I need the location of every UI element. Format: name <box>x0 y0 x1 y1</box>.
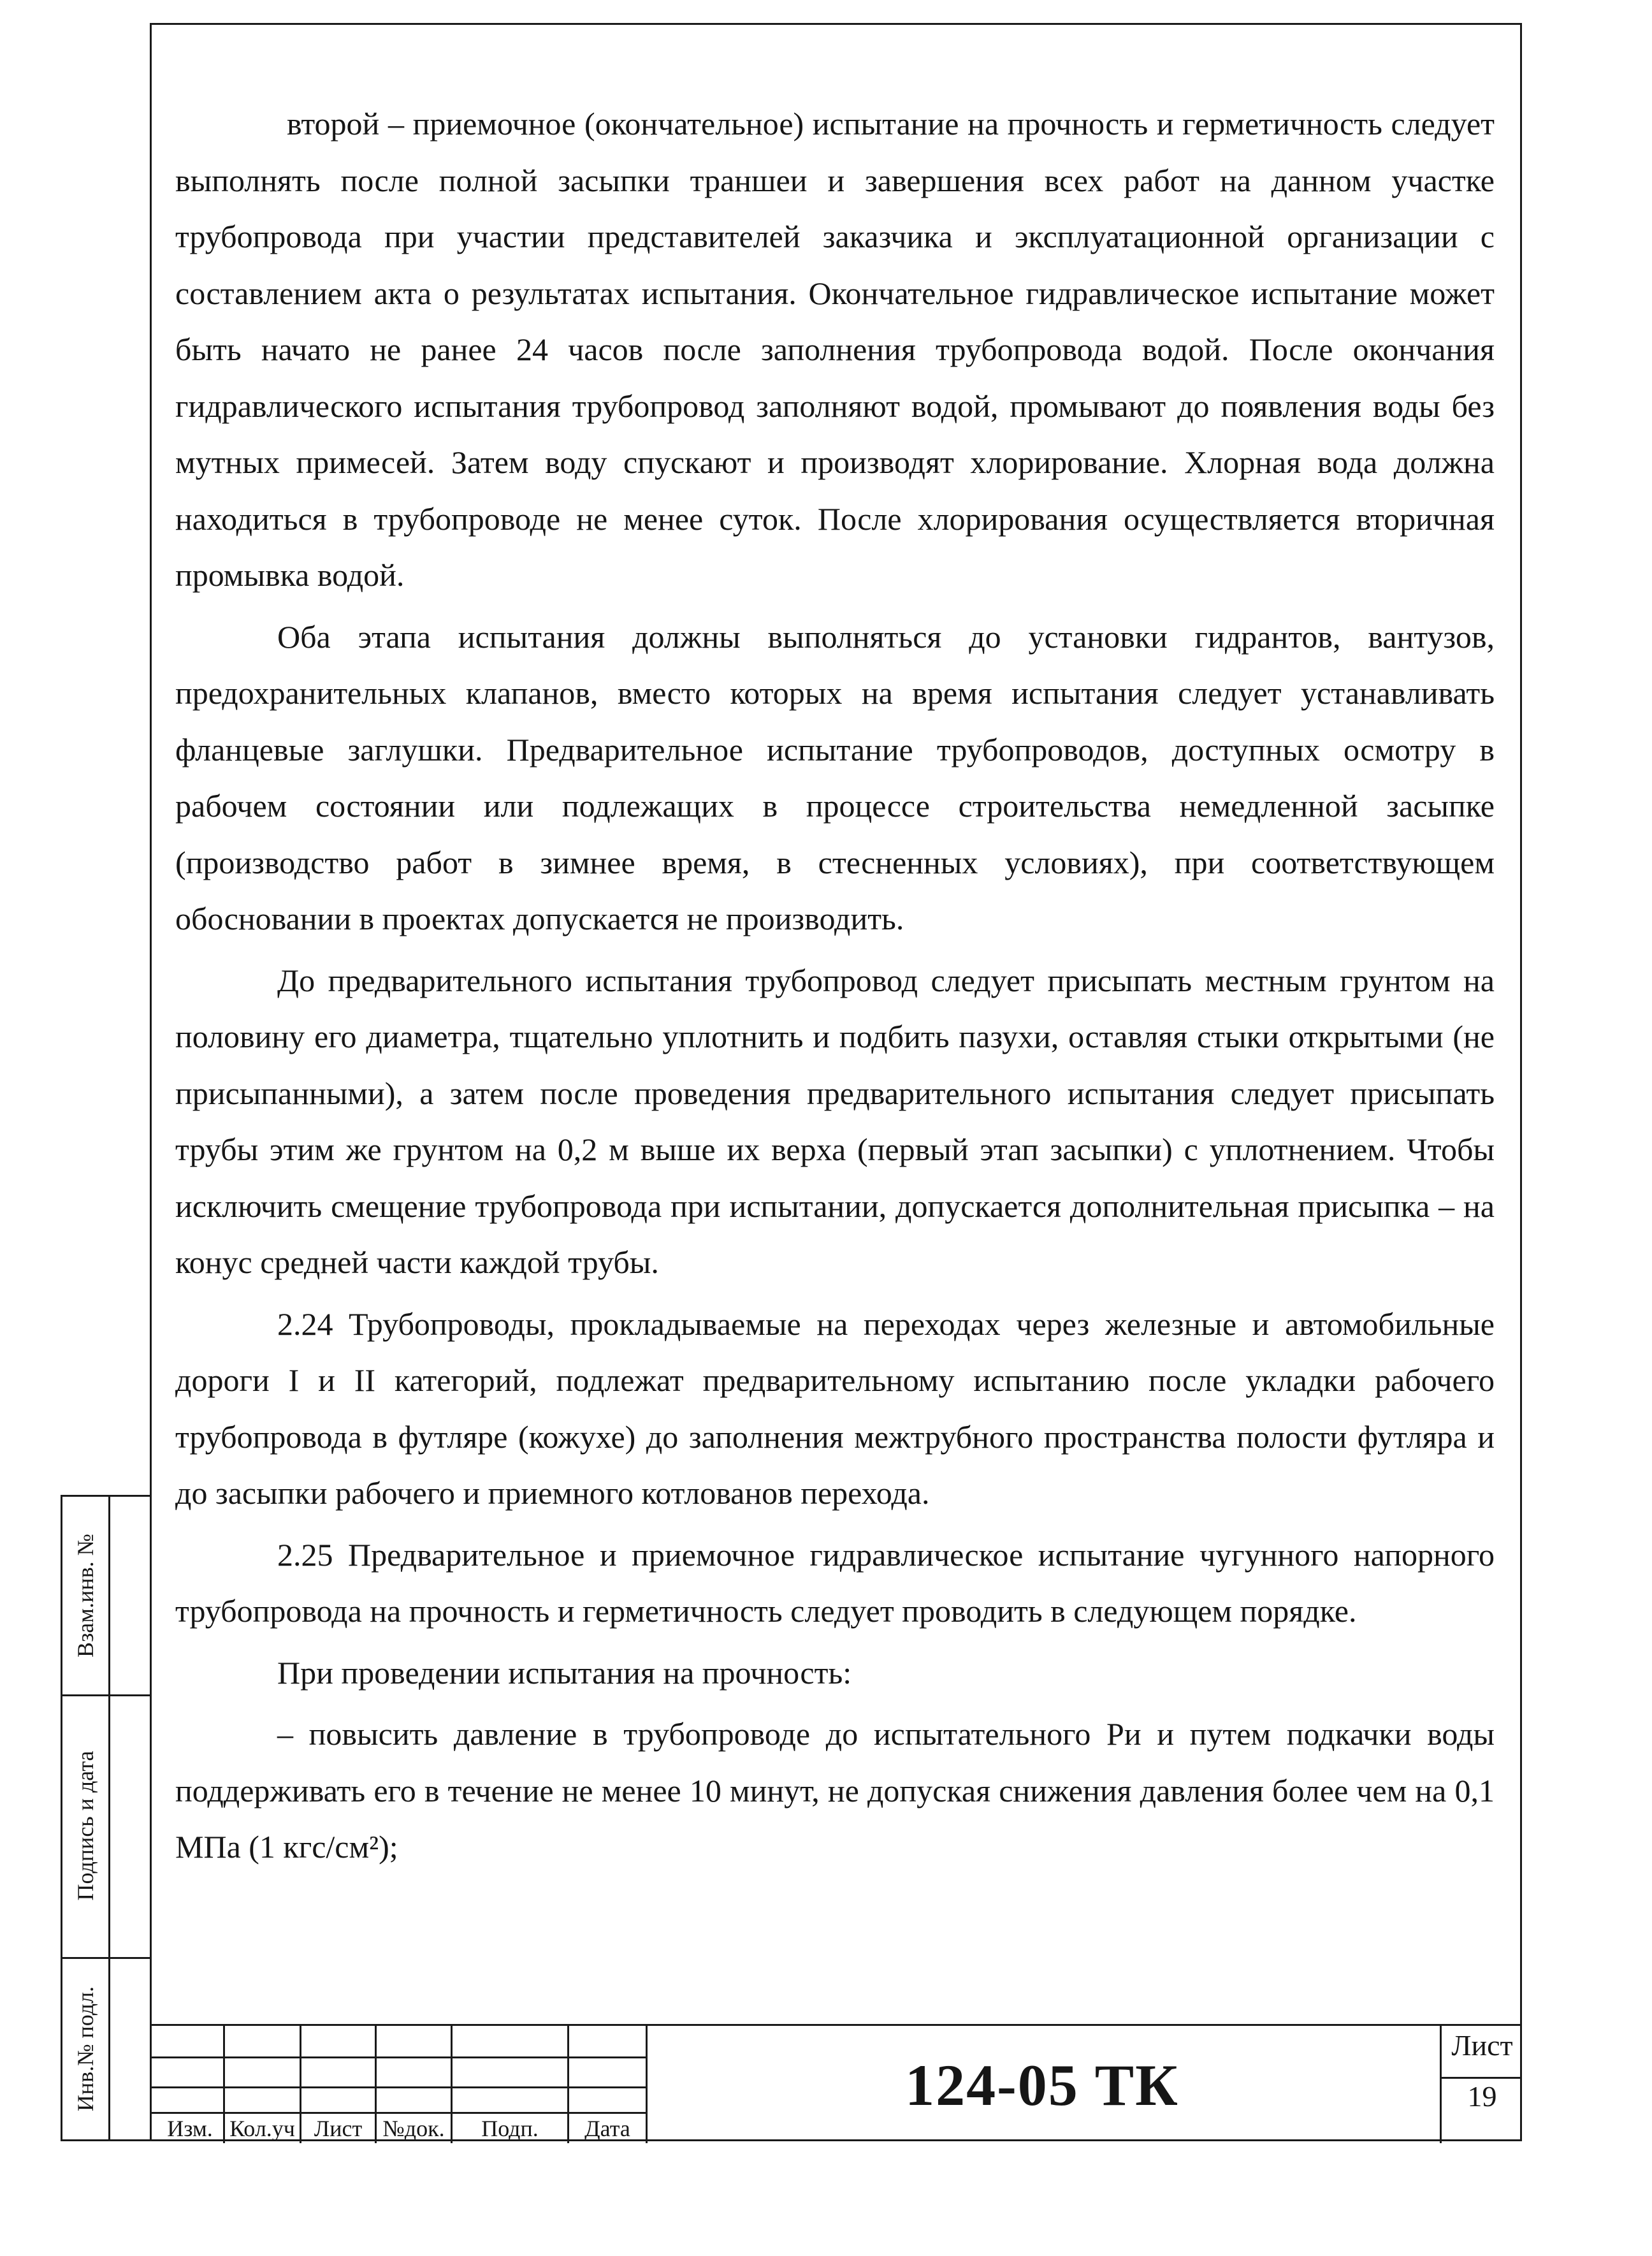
paragraph-1: второй – приемочное (окончательное) испытание на прочность и герметичность следует выполнять после полной засыпки траншеи и завершения всех работ на данном участке трубопровода при участии представителей заказчика и эксплуатационной организации с составлением акта о результатах испытания. Окончательное гидравлическое испытание может быть начато не ранее 24 часов после заполнения трубопровода водой. После окончания гидравлического испытания трубопровод заполняют водой, промывают до появления воды без мутных примесей. Затем воду спускают и производят хлорирование. Хлорная вода должна находиться в трубопроводе не менее суток. После хлорирования осуществляется вторичная промывка водой. <box>175 106 1495 593</box>
col-list: Лист <box>314 2116 363 2141</box>
stamp-divider-vertical <box>108 1497 110 2139</box>
paragraph-4: 2.24 Трубопроводы, прокладываемые на переходах через железные и автомобильные дороги I и II категорий, подлежат предварительному испытанию после укладки рабочего трубопровода в футляре (кожухе) до заполнения межтрубного пространства полости футляра и до засыпки рабочего и приемного котлованов перехода. <box>175 1306 1495 1511</box>
document-code: 124-05 ТК <box>905 2053 1179 2118</box>
stamp-divider <box>62 1957 152 1959</box>
grid-line <box>150 2056 646 2058</box>
grid-line <box>1440 2026 1442 2143</box>
col-ndok: №док. <box>382 2116 445 2141</box>
document-body <box>175 96 1495 1881</box>
col-kol: Кол.уч <box>229 2116 295 2141</box>
col-izm: Изм. <box>167 2116 213 2141</box>
col-podp: Подп. <box>481 2116 539 2141</box>
sheet-label: Лист <box>1451 2029 1513 2062</box>
stamp-divider <box>62 1694 152 1696</box>
paragraph-3: До предварительного испытания трубопровод следует присыпать местным грунтом на половину его диаметра, тщательно уплотнить и подбить пазухи, оставляя стыки открытыми (не присыпанными), а затем после проведения предварительного испытания следует присыпать трубы этим же грунтом на 0,2 м выше их верха (первый этап засыпки) с уплотнением. Чтобы исключить смещение трубопровода при испытании, допускается дополнительная присыпка – на конус средней части каждой трубы. <box>175 962 1495 1280</box>
grid-line <box>150 2112 646 2114</box>
title-block <box>150 2024 1522 2141</box>
col-data: Дата <box>584 2116 630 2141</box>
paragraph-2: Оба этапа испытания должны выполняться до установки гидрантов, вантузов, предохранительных клапанов, вместо которых на время испытания следует устанавливать фланцевые заглушки. Предварительное испытание трубопроводов, доступных осмотру в рабочем состоянии или подлежащих в процессе строительства немедленной засыпке (производство работ в зимнее время, в стесненных условиях), при соответствующем обосновании в проектах допускается не производить. <box>175 618 1495 936</box>
paragraph-6: При проведении испытания на прочность: <box>277 1654 852 1691</box>
binding-stamp: Взам.инв. № Подпись и дата Инв.№ подл. <box>61 1495 150 2141</box>
paragraph-5: 2.25 Предварительное и приемочное гидравлическое испытание чугунного напорного трубопровода на прочность и герметичность следует проводить в следующем порядке. <box>175 1536 1495 1629</box>
grid-line <box>1440 2077 1522 2079</box>
sheet-number: 19 <box>1467 2080 1497 2113</box>
grid-line <box>150 2086 646 2088</box>
paragraph-7: – повысить давление в трубопроводе до испытательного Pи и путем подкачки воды поддерживать его в течение не менее 10 минут, не допуская снижения давления более чем на 0,1 МПа (1 кгс/см²); <box>175 1716 1495 1865</box>
